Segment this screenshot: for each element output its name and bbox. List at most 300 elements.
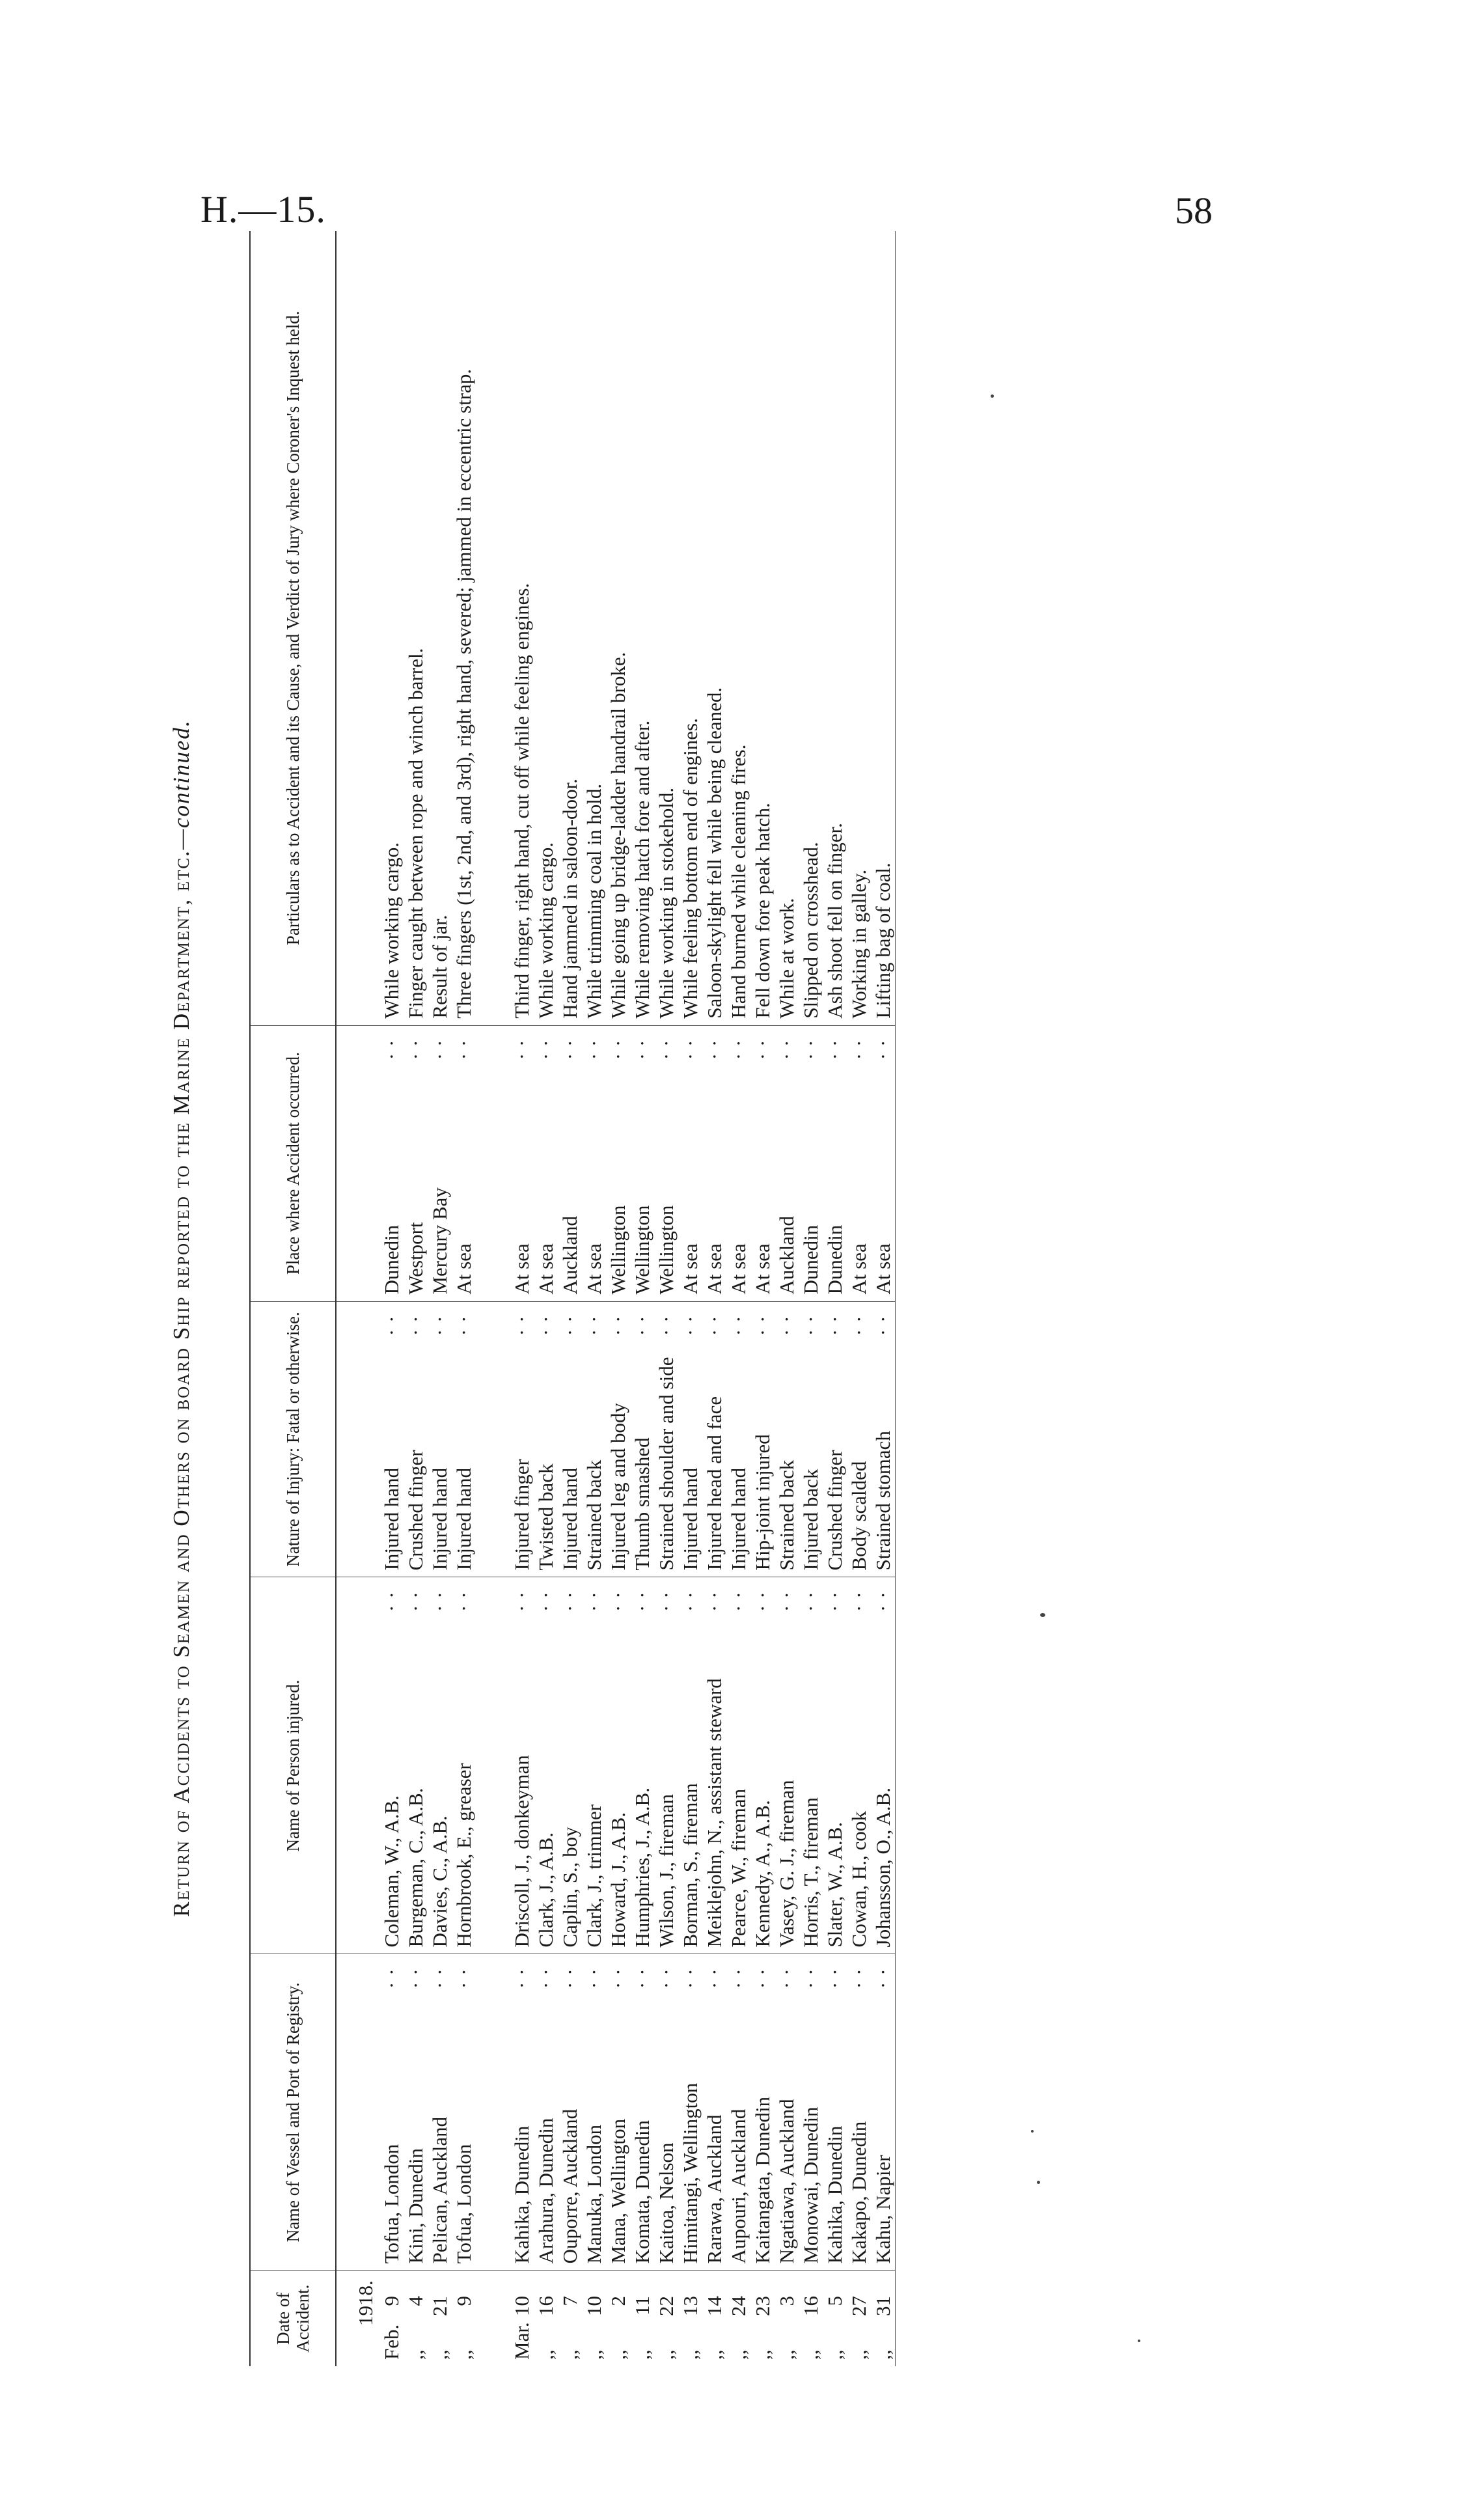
injury-cell: [678, 1301, 702, 1577]
leader-dots: ··: [679, 1033, 702, 1060]
injury-cell: [558, 1301, 582, 1577]
date-cell: [654, 2271, 678, 2366]
place-text: Dunedin: [380, 1224, 403, 1295]
part-text: Lifting bag of coal.: [872, 863, 894, 1019]
vessel-text: Kahika, Dunedin: [510, 2125, 533, 2264]
date-day: 9: [452, 2296, 475, 2306]
part-cell: [847, 231, 871, 1025]
place-text: At sea: [510, 1243, 533, 1295]
person-cell: [404, 1577, 428, 1954]
place-text: Wellington: [607, 1205, 629, 1295]
vessel-text: Kahu, Napier: [872, 2155, 894, 2264]
leader-dots: ··: [583, 1585, 605, 1612]
place-cell: [799, 1025, 823, 1301]
injury-cell: [452, 1301, 476, 1577]
date-day: 13: [679, 2296, 702, 2316]
place-text: At sea: [583, 1243, 605, 1295]
place-text: At sea: [534, 1243, 557, 1295]
vessel-cell: [678, 1954, 702, 2271]
place-cell: [428, 1025, 452, 1301]
date-month: ,,: [847, 2349, 870, 2360]
date-cell: [510, 2271, 534, 2366]
leader-dots: ··: [534, 1962, 557, 1989]
part-cell: [678, 231, 702, 1025]
place-cell: [847, 1025, 871, 1301]
part-cell: [726, 231, 750, 1025]
leader-dots: ··: [534, 1585, 557, 1612]
leader-dots: ··: [775, 1962, 798, 1989]
date-month: ,,: [703, 2349, 726, 2360]
part-cell: [510, 231, 534, 1025]
injury-text: Hip-joint injured: [751, 1434, 774, 1571]
page-speck: [1031, 2130, 1034, 2133]
place-cell: [630, 1025, 654, 1301]
place-cell: [379, 1025, 404, 1301]
date-day: 10: [583, 2296, 605, 2316]
leader-dots: ··: [751, 1033, 774, 1060]
vessel-text: Aupouri, Auckland: [727, 2108, 750, 2264]
page-speck: [1037, 2181, 1040, 2184]
leader-dots: ··: [703, 1962, 726, 1989]
date-month: ,,: [727, 2349, 750, 2360]
table-row: [630, 231, 654, 2366]
part-cell: [404, 231, 428, 1025]
date-cell: [726, 2271, 750, 2366]
place-text: Dunedin: [823, 1224, 846, 1295]
date-month: ,,: [799, 2349, 822, 2360]
person-cell: [452, 1577, 476, 1954]
table-row: [871, 231, 896, 2366]
person-text: Vasey, G. J., fireman: [775, 1780, 798, 1948]
vessel-text: Monowai, Dunedin: [799, 2107, 822, 2264]
person-text: Humphries, J., A.B.: [631, 1788, 653, 1948]
injury-text: Crushed finger: [823, 1450, 846, 1571]
injury-cell: [428, 1301, 452, 1577]
header-row: [250, 231, 336, 2366]
table-row: [452, 231, 476, 2366]
part-text: Fell down fore peak hatch.: [751, 803, 774, 1019]
page-number: 58: [1175, 189, 1213, 232]
table-title-suffix: —continued.: [169, 719, 194, 850]
date-day: 5: [823, 2296, 846, 2306]
leader-dots: ··: [607, 1309, 629, 1336]
table-row: [678, 231, 702, 2366]
date-month: ,,: [452, 2349, 475, 2360]
place-text: Auckland: [775, 1216, 798, 1295]
person-text: Caplin, S., boy: [558, 1827, 581, 1948]
date-month: ,,: [823, 2349, 846, 2360]
date-cell: [606, 2271, 630, 2366]
place-text: Auckland: [558, 1216, 581, 1295]
part-cell: [558, 231, 582, 1025]
place-cell: [558, 1025, 582, 1301]
injury-cell: [750, 1301, 775, 1577]
person-text: Borman, S., fireman: [679, 1783, 702, 1948]
leader-dots: ··: [775, 1309, 798, 1336]
col-header-vessel: Name of Vessel and Port of Registry.: [250, 1954, 336, 2271]
place-cell: [702, 1025, 726, 1301]
person-cell: [558, 1577, 582, 1954]
date-cell: [775, 2271, 799, 2366]
vessel-cell: [726, 1954, 750, 2271]
leader-dots: ··: [558, 1033, 581, 1060]
injury-cell: [847, 1301, 871, 1577]
col-header-person: Name of Person injured.: [250, 1577, 336, 1954]
date-month: ,,: [428, 2349, 451, 2360]
injury-cell: [582, 1301, 606, 1577]
leader-dots: ··: [380, 1033, 403, 1060]
leader-dots: ··: [655, 1962, 678, 1989]
date-cell: [823, 2271, 847, 2366]
leader-dots: ··: [607, 1033, 629, 1060]
place-cell: [606, 1025, 630, 1301]
table-row: [558, 231, 582, 2366]
date-day: 21: [428, 2296, 451, 2316]
page-speck: [991, 394, 994, 398]
leader-dots: ··: [727, 1962, 750, 1989]
part-text: Hand jammed in saloon-door.: [558, 779, 581, 1019]
injury-text: Injured hand: [428, 1467, 451, 1571]
leader-dots: ··: [558, 1309, 581, 1336]
injury-cell: [823, 1301, 847, 1577]
leader-dots: ··: [872, 1033, 894, 1060]
part-text: While feeling bottom end of engines.: [679, 718, 702, 1019]
leader-dots: ··: [534, 1309, 557, 1336]
date-day: 10: [510, 2296, 533, 2316]
injury-text: Injured leg and body: [607, 1403, 629, 1571]
injury-cell: [510, 1301, 534, 1577]
leader-dots: ··: [655, 1309, 678, 1336]
date-day: 16: [534, 2296, 557, 2316]
table-row: [750, 231, 775, 2366]
person-cell: [428, 1577, 452, 1954]
vessel-cell: [606, 1954, 630, 2271]
part-text: While working cargo.: [380, 842, 403, 1019]
injury-text: Injured back: [799, 1469, 822, 1571]
person-text: Driscoll, J., donkeyman: [510, 1755, 533, 1948]
injury-text: Injured head and face: [703, 1396, 726, 1571]
date-cell: [558, 2271, 582, 2366]
page-speck: [1138, 2340, 1140, 2342]
part-text: While removing hatch fore and after.: [631, 720, 653, 1019]
leader-dots: ··: [583, 1309, 605, 1336]
vessel-text: Kakapo, Dunedin: [847, 2121, 870, 2264]
table-title-main: Return of Accidents to Seamen and Others on board Ship reported to the Marine Department, etc.: [169, 850, 194, 1917]
leader-dots: ··: [823, 1033, 846, 1060]
date-day: 4: [404, 2296, 427, 2306]
vessel-cell: [404, 1954, 428, 2271]
part-cell: [428, 231, 452, 1025]
person-text: Slater, W., A.B.: [823, 1821, 846, 1948]
injury-cell: [534, 1301, 558, 1577]
place-cell: [775, 1025, 799, 1301]
person-text: Burgeman, C., A.B.: [404, 1788, 427, 1948]
table-row: [847, 231, 871, 2366]
leader-dots: ··: [404, 1309, 427, 1336]
leader-dots: ··: [428, 1309, 451, 1336]
date-day: 7: [558, 2296, 581, 2306]
injury-text: Twisted back: [534, 1463, 557, 1571]
injury-text: Thumb smashed: [631, 1437, 653, 1571]
place-cell: [750, 1025, 775, 1301]
leader-dots: ··: [404, 1962, 427, 1989]
person-text: Cowan, H., cook: [847, 1811, 870, 1948]
injury-text: Strained back: [583, 1459, 605, 1571]
date-month: ,,: [872, 2349, 894, 2360]
leader-dots: ··: [703, 1309, 726, 1336]
place-cell: [510, 1025, 534, 1301]
person-cell: [775, 1577, 799, 1954]
vessel-text: Kaitangata, Dunedin: [751, 2096, 774, 2264]
vessel-cell: [775, 1954, 799, 2271]
place-text: At sea: [872, 1243, 894, 1295]
place-text: Wellington: [655, 1205, 678, 1295]
part-text: Result of jar.: [428, 915, 451, 1019]
part-text: While working in stokehold.: [655, 787, 678, 1019]
place-cell: [654, 1025, 678, 1301]
person-cell: [750, 1577, 775, 1954]
person-cell: [726, 1577, 750, 1954]
leader-dots: ··: [631, 1033, 653, 1060]
date-day: 14: [703, 2296, 726, 2316]
part-text: While working cargo.: [534, 842, 557, 1019]
page-reference: H.—15.: [200, 188, 326, 230]
date-day: 24: [727, 2296, 750, 2316]
date-month: ,,: [534, 2349, 557, 2360]
leader-dots: ··: [583, 1962, 605, 1989]
leader-dots: ··: [510, 1033, 533, 1060]
leader-dots: ··: [428, 1585, 451, 1612]
leader-dots: ··: [799, 1309, 822, 1336]
injury-cell: [606, 1301, 630, 1577]
accident-return-table: [249, 231, 896, 2366]
part-cell: [379, 231, 404, 1025]
table-row: [726, 231, 750, 2366]
leader-dots: ··: [452, 1962, 475, 1989]
vessel-cell: [510, 1954, 534, 2271]
col-header-date: Date of Accident.: [250, 2271, 336, 2366]
leader-dots: ··: [404, 1033, 427, 1060]
leader-dots: ··: [775, 1033, 798, 1060]
part-text: Hand burned while cleaning fires.: [727, 744, 750, 1019]
vessel-text: Ngatiawa, Auckland: [775, 2099, 798, 2264]
date-cell: [428, 2271, 452, 2366]
part-cell: [823, 231, 847, 1025]
injury-cell: [630, 1301, 654, 1577]
leader-dots: ··: [631, 1309, 653, 1336]
leader-dots: ··: [655, 1585, 678, 1612]
vessel-cell: [654, 1954, 678, 2271]
date-month: ,,: [679, 2349, 702, 2360]
part-cell: [452, 231, 476, 1025]
vessel-cell: [452, 1954, 476, 2271]
injury-cell: [799, 1301, 823, 1577]
leader-dots: ··: [534, 1033, 557, 1060]
table-row: [702, 231, 726, 2366]
person-cell: [606, 1577, 630, 1954]
vessel-text: Manuka, London: [583, 2124, 605, 2264]
date-month: Feb.: [380, 2324, 403, 2360]
person-text: Meiklejohn, N., assistant steward: [703, 1678, 726, 1948]
place-text: At sea: [847, 1243, 870, 1295]
injury-text: Injured finger: [510, 1459, 533, 1571]
leader-dots: ··: [872, 1585, 894, 1612]
place-cell: [534, 1025, 558, 1301]
place-text: At sea: [452, 1243, 475, 1295]
vessel-cell: [799, 1954, 823, 2271]
place-text: At sea: [703, 1243, 726, 1295]
vessel-text: Tofua, London: [452, 2144, 475, 2264]
table-title: [169, 231, 195, 2405]
date-cell: [847, 2271, 871, 2366]
vessel-text: Mana, Wellington: [607, 2118, 629, 2264]
vessel-text: Tofua, London: [380, 2144, 403, 2264]
year-label: 1918.: [354, 2280, 377, 2326]
vessel-text: Pelican, Auckland: [428, 2116, 451, 2264]
table-row: [404, 231, 428, 2366]
date-month: ,,: [607, 2349, 629, 2360]
vessel-cell: [379, 1954, 404, 2271]
date-cell: [404, 2271, 428, 2366]
injury-cell: [379, 1301, 404, 1577]
table-row: [606, 231, 630, 2366]
part-text: Three fingers (1st, 2nd, and 3rd), right hand, severed; jammed in eccentric strap.: [452, 368, 475, 1019]
leader-dots: ··: [380, 1309, 403, 1336]
vessel-text: Kini, Dunedin: [404, 2148, 427, 2264]
part-text: While going up bridge-ladder handrail broke.: [607, 652, 629, 1019]
leader-dots: ··: [751, 1962, 774, 1989]
part-text: Finger caught between rope and winch barrel.: [404, 648, 427, 1019]
leader-dots: ··: [847, 1585, 870, 1612]
table-row: [582, 231, 606, 2366]
table-row: [379, 231, 404, 2366]
date-month: ,,: [631, 2349, 653, 2360]
injury-cell: [775, 1301, 799, 1577]
person-text: Coleman, W., A.B.: [380, 1795, 403, 1948]
date-month: ,,: [558, 2349, 581, 2360]
table-row: [534, 231, 558, 2366]
vessel-text: Rarawa, Auckland: [703, 2114, 726, 2264]
injury-cell: [702, 1301, 726, 1577]
vessel-text: Kaitoa, Nelson: [655, 2142, 678, 2264]
part-cell: [582, 231, 606, 1025]
person-text: Horris, T., fireman: [799, 1797, 822, 1948]
injury-cell: [871, 1301, 896, 1577]
person-text: Clark, J., trimmer: [583, 1804, 605, 1948]
part-cell: [534, 231, 558, 1025]
part-cell: [630, 231, 654, 1025]
table-row: [799, 231, 823, 2366]
vessel-cell: [750, 1954, 775, 2271]
person-text: Davies, C., A.B.: [428, 1816, 451, 1948]
leader-dots: ··: [799, 1585, 822, 1612]
injury-text: Crushed finger: [404, 1450, 427, 1571]
part-text: Working in galley.: [847, 869, 870, 1019]
vessel-text: Himitangi, Wellington: [679, 2082, 702, 2264]
year-row: [353, 231, 379, 2366]
leader-dots: ··: [823, 1585, 846, 1612]
vessel-cell: [534, 1954, 558, 2271]
date-day: 3: [775, 2296, 798, 2306]
part-text: Saloon-skylight fell while being cleaned.: [703, 687, 726, 1019]
leader-dots: ··: [823, 1309, 846, 1336]
place-text: At sea: [679, 1243, 702, 1295]
injury-text: Strained back: [775, 1459, 798, 1571]
leader-dots: ··: [679, 1585, 702, 1612]
date-cell: [452, 2271, 476, 2366]
person-text: Hornbrook, E., greaser: [452, 1763, 475, 1948]
leader-dots: ··: [428, 1033, 451, 1060]
leader-dots: ··: [510, 1962, 533, 1989]
date-cell: [871, 2271, 896, 2366]
table-row: [428, 231, 452, 2366]
leader-dots: ··: [380, 1962, 403, 1989]
person-cell: [630, 1577, 654, 1954]
place-text: Wellington: [631, 1205, 653, 1295]
date-month: ,,: [583, 2349, 605, 2360]
table-row: [654, 231, 678, 2366]
leader-dots: ··: [727, 1585, 750, 1612]
date-month: ,,: [655, 2349, 678, 2360]
leader-dots: ··: [703, 1033, 726, 1060]
place-text: At sea: [727, 1243, 750, 1295]
injury-cell: [404, 1301, 428, 1577]
leader-dots: ··: [751, 1585, 774, 1612]
person-text: Clark, J., A.B.: [534, 1832, 557, 1948]
person-text: Kennedy, A., A.B.: [751, 1800, 774, 1948]
date-day: 22: [655, 2296, 678, 2316]
vessel-text: Kahika, Dunedin: [823, 2125, 846, 2264]
place-cell: [678, 1025, 702, 1301]
injury-text: Injured hand: [558, 1467, 581, 1571]
part-cell: [750, 231, 775, 1025]
date-cell: [678, 2271, 702, 2366]
vessel-cell: [823, 1954, 847, 2271]
vessel-cell: [428, 1954, 452, 2271]
person-cell: [871, 1577, 896, 1954]
place-cell: [726, 1025, 750, 1301]
leader-dots: ··: [823, 1962, 846, 1989]
place-cell: [582, 1025, 606, 1301]
leader-dots: ··: [847, 1962, 870, 1989]
part-text: Ash shoot fell on finger.: [823, 823, 846, 1019]
place-text: Westport: [404, 1222, 427, 1295]
date-day: 23: [751, 2296, 774, 2316]
part-cell: [799, 231, 823, 1025]
date-cell: [582, 2271, 606, 2366]
leader-dots: ··: [799, 1033, 822, 1060]
injury-text: Strained stomach: [872, 1431, 894, 1571]
page-speck: [1040, 1613, 1045, 1617]
person-cell: [582, 1577, 606, 1954]
vessel-cell: [702, 1954, 726, 2271]
injury-text: Injured hand: [679, 1467, 702, 1571]
injury-text: Injured hand: [380, 1467, 403, 1571]
leader-dots: ··: [775, 1585, 798, 1612]
leader-dots: ··: [452, 1309, 475, 1336]
part-cell: [654, 231, 678, 1025]
date-day: 31: [872, 2296, 894, 2316]
part-cell: [871, 231, 896, 1025]
date-day: 9: [380, 2296, 403, 2306]
leader-dots: ··: [847, 1033, 870, 1060]
date-cell: [534, 2271, 558, 2366]
leader-dots: ··: [727, 1309, 750, 1336]
injury-text: Strained shoulder and side: [655, 1357, 678, 1571]
injury-cell: [726, 1301, 750, 1577]
place-cell: [823, 1025, 847, 1301]
vessel-text: Arahura, Dunedin: [534, 2118, 557, 2264]
